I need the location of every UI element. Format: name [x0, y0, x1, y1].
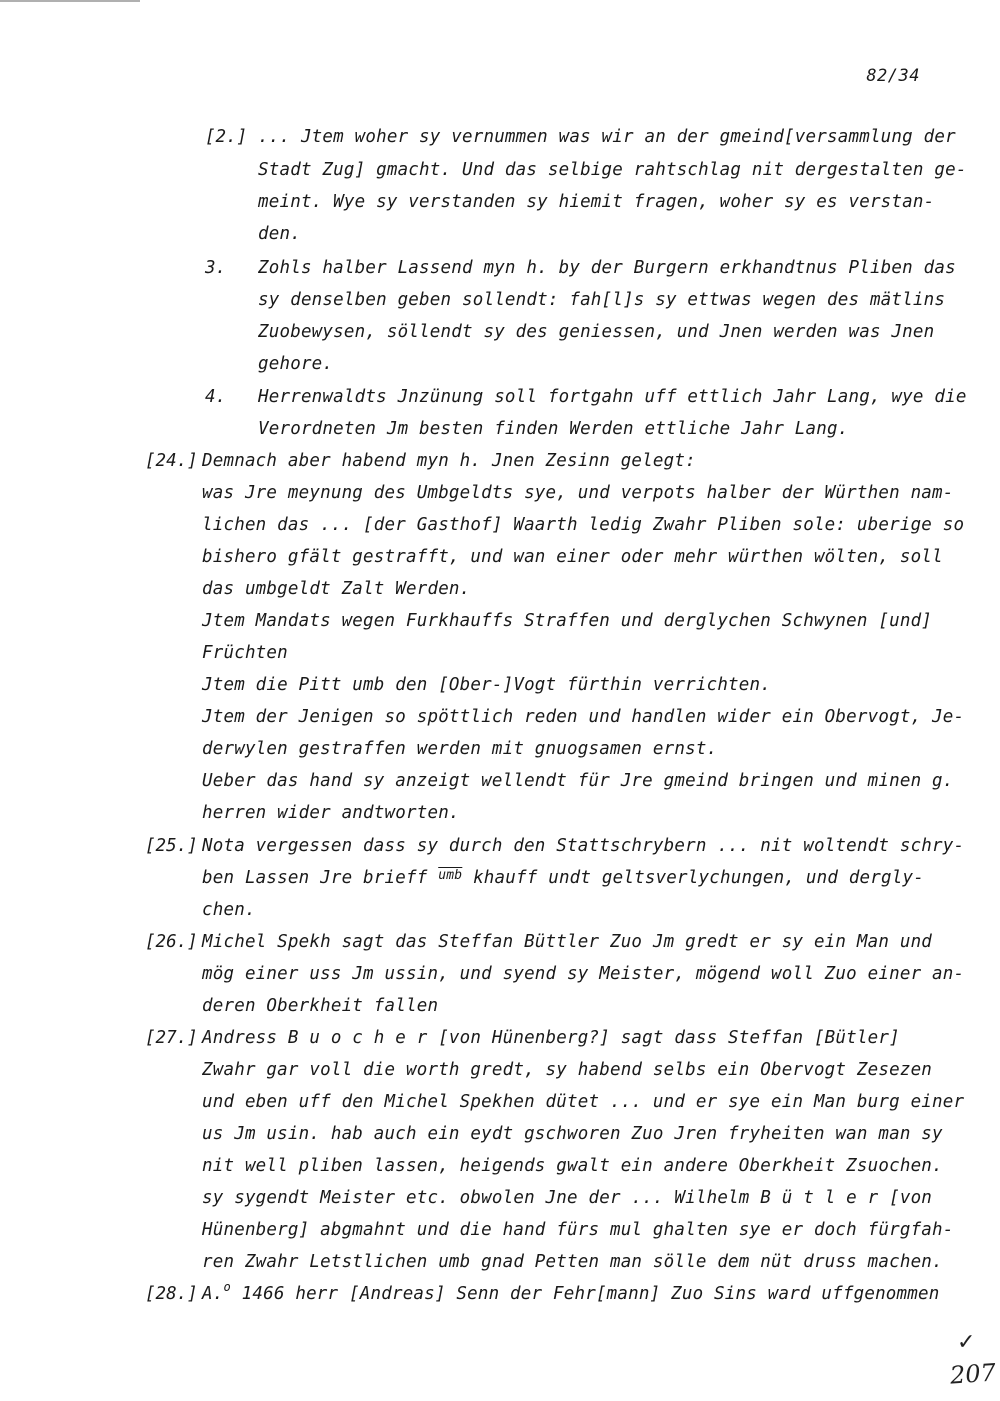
text-line: Ueber das hand sy anzeigt wellendt für Jre gmeind bringen und minen g.	[202, 771, 954, 791]
paragraph-marker: [27.]	[145, 1028, 198, 1048]
text-line: Michel Spekh sagt das Steffan Büttler Zuo Jm gredt er sy ein Man und	[202, 932, 933, 952]
text-line: meint. Wye sy verstanden sy hiemit fragen, woher sy es verstan-	[258, 192, 935, 212]
text-segment: ben Lassen Jre brieff	[202, 868, 428, 888]
text-line: derwylen gestraffen werden mit gnuogsamen ernst.	[202, 739, 718, 759]
text-line: herren wider andtworten.	[202, 803, 460, 823]
text-line: Verordneten Jm besten finden Werden ettliche Jahr Lang.	[258, 419, 849, 439]
text-line: us Jm usin. hab auch ein eydt gschworen Zuo Jren fryheiten wan man sy	[202, 1124, 943, 1144]
text-line: Stadt Zug] gmacht. Und das selbige rahtschlag nit dergestalten ge-	[258, 160, 967, 180]
text-segment: A.	[202, 1284, 224, 1304]
text-line: Nota vergessen dass sy durch den Stattschrybern ... nit woltendt schry-	[202, 836, 965, 856]
handwritten-folio-number: 207	[949, 1358, 997, 1390]
text-line: ren Zwahr Letstlichen umb gnad Petten man sölle dem nüt druss machen.	[202, 1252, 943, 1272]
text-line: Demnach aber habend myn h. Jnen Zesinn gelegt:	[202, 451, 696, 471]
text-line	[202, 868, 924, 888]
text-line: nit well pliben lassen, heigends gwalt ein andere Oberkheit Zsuochen.	[202, 1156, 943, 1176]
text-line: das umbgeldt Zalt Werden.	[202, 579, 471, 599]
text-line: Früchten	[202, 643, 288, 663]
scan-edge-line	[0, 0, 140, 2]
interlinear-insertion: umb	[438, 868, 463, 883]
paragraph-marker: [28.]	[145, 1284, 198, 1304]
text-segment: 1466 herr [Andreas] Senn der Fehr[mann] Zuo Sins ward uffgenommen	[230, 1284, 940, 1304]
text-line: Jtem die Pitt umb den [Ober-]Vogt fürthin verrichten.	[202, 675, 772, 695]
text-segment: khauff undt geltsverlychungen, und dergly-	[473, 868, 924, 888]
text-line: Hünenberg] abgmahnt und die hand fürs mul ghalten sye er doch fürgfah-	[202, 1220, 954, 1240]
paragraph-marker: [2.]	[205, 127, 248, 147]
check-mark-icon: ✓	[957, 1330, 976, 1355]
text-line: sy denselben geben sollendt: fah[l]s sy ettwas wegen des mätlins	[258, 290, 946, 310]
text-line: mög einer uss Jm ussin, und syend sy Meister, mögend woll Zuo einer an-	[202, 964, 965, 984]
text-line: Zuobewysen, söllendt sy des geniessen, und Jnen werden was Jnen	[258, 322, 935, 342]
paragraph-marker: [24.]	[145, 451, 198, 471]
paragraph-marker: 3.	[205, 258, 227, 278]
text-line: Zohls halber Lassend myn h. by der Burgern erkhandtnus Pliben das	[258, 258, 956, 278]
text-line: sy sygendt Meister etc. obwolen Jne der ... Wilhelm B ü t l e r [von	[202, 1188, 933, 1208]
text-line: Herrenwaldts Jnzünung soll fortgahn uff ettlich Jahr Lang, wye die	[258, 387, 967, 407]
text-line: gehore.	[258, 354, 334, 374]
text-line: bishero gfält gestrafft, und wan einer oder mehr würthen wölten, soll	[202, 547, 943, 567]
text-line: lichen das ... [der Gasthof] Waarth ledig Zwahr Pliben sole: uberige so	[202, 515, 965, 535]
text-line: ... Jtem woher sy vernummen was wir an der gmeind[versammlung der	[258, 127, 956, 147]
text-line: und eben uff den Michel Spekhen dütet ... und er sye ein Man burg einer	[202, 1092, 965, 1112]
text-line: Zwahr gar voll die worth gredt, sy habend selbs ein Obervogt Zesezen	[202, 1060, 933, 1080]
paragraph-marker: [25.]	[145, 836, 198, 856]
text-line: was Jre meynung des Umbgeldts sye, und verpots halber der Würthen nam-	[202, 483, 954, 503]
text-line: Jtem Mandats wegen Furkhauffs Straffen und derglychen Schwynen [und]	[202, 611, 933, 631]
text-line: deren Oberkheit fallen	[202, 996, 439, 1016]
text-line: chen.	[202, 900, 256, 920]
paragraph-marker: 4.	[205, 387, 227, 407]
text-line: den.	[258, 224, 301, 244]
paragraph-marker: [26.]	[145, 932, 198, 952]
text-line: Jtem der Jenigen so spöttlich reden und handlen wider ein Obervogt, Je-	[202, 707, 965, 727]
text-line	[202, 1280, 940, 1304]
text-line: Andress B u o c h e r [von Hünenberg?] sagt dass Steffan [Bütler]	[202, 1028, 900, 1048]
superscript: o	[223, 1280, 231, 1294]
page-number: 82/34	[866, 66, 920, 86]
